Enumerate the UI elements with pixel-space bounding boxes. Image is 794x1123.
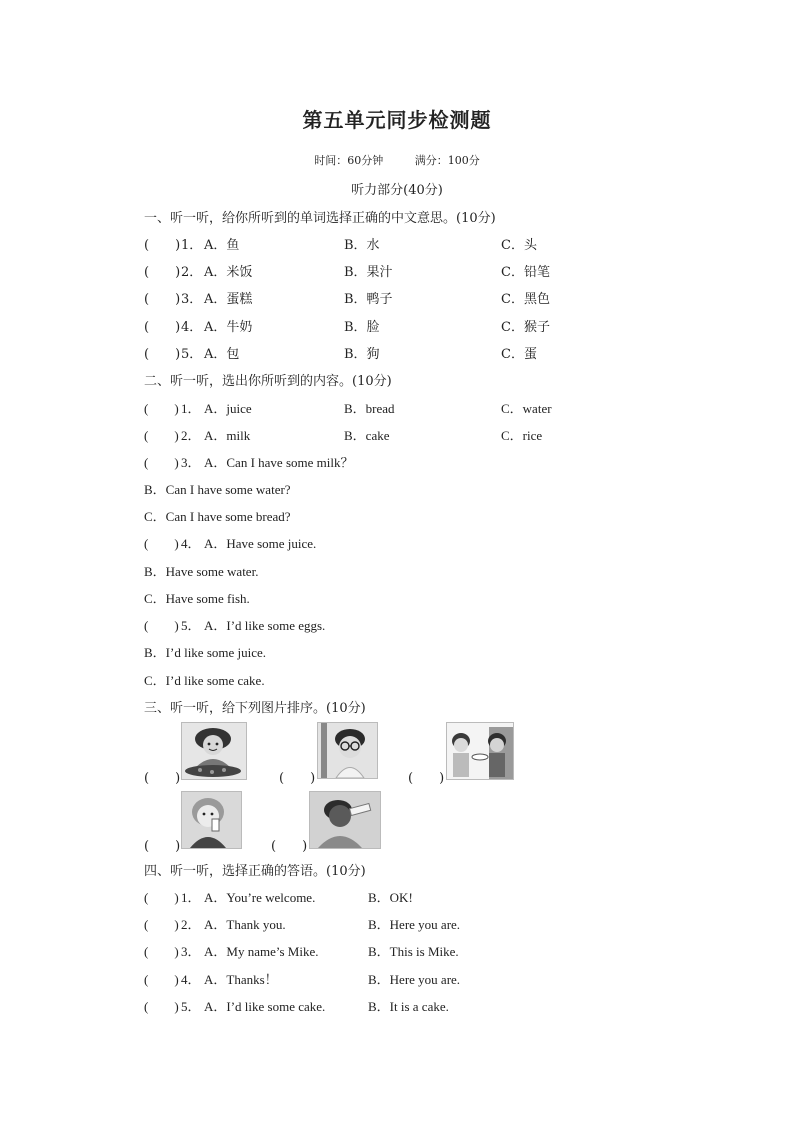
s2-question-4-option-b: B．Have some water. [144,564,259,579]
s2-question-1: ( ) 1． A．juice B．bread C．water [0,398,794,418]
s2-question-3: ( ) 3． A．Can I have some milk？ [0,452,794,472]
answer-blank[interactable]: ( ) [144,972,179,987]
answer-blank[interactable]: ( ) [144,839,181,854]
page-title: 第五单元同步检测题 [302,108,492,132]
s1-question-5: ( ) 5． A．包 B．狗 C．蛋 [0,343,794,363]
answer-blank[interactable]: ( ) [144,890,179,905]
s2-question-5-option-b: B．I’d like some juice. [144,645,267,660]
girl-with-pizza-picture [181,722,247,780]
answer-blank[interactable]: ( ) [144,536,179,551]
s4-question-5: ( ) 5． A．I’d like some cake. B．It is a cake. [0,996,794,1016]
s1-question-1: ( ) 1． A．鱼 B．水 C．头 [0,234,794,254]
s2-question-4-option-c: C．Have some fish. [144,591,250,606]
answer-blank[interactable]: ( ) [144,999,179,1014]
girl-drinking-picture [181,791,242,849]
s1-question-4: ( ) 4． A．牛奶 B．脸 C．猴子 [0,316,794,336]
answer-blank[interactable]: ( ) [279,771,316,786]
answer-blank[interactable]: ( ) [144,401,179,416]
answer-blank[interactable]: ( ) [144,347,181,362]
s2-question-4: ( ) 4． A．Have some juice. [0,533,794,553]
answer-blank[interactable]: ( ) [144,238,181,253]
answer-blank[interactable]: ( ) [144,265,181,280]
s4-question-3: ( ) 3． A．My name’s Mike. B．This is Mike. [0,941,794,961]
s4-question-2: ( ) 2． A．Thank you. B．Here you are. [0,914,794,934]
boy-with-glasses-picture [317,722,378,779]
s4-question-4: ( ) 4． A．Thanks！ B．Here you are. [0,969,794,989]
answer-blank[interactable]: ( ) [408,771,445,786]
s2-question-3-option-b: B．Can I have some water? [144,482,291,497]
answer-blank[interactable]: ( ) [271,839,308,854]
s1-question-3: ( ) 3． A．蛋糕 B．鸭子 C．黑色 [0,288,794,308]
section-1-heading: 一、听一听，给你所听到的单词选择正确的中文意思。(10分) [144,211,496,226]
s4-question-1: ( ) 1． A．You’re welcome. B．OK! [0,887,794,907]
boy-drinking-picture [309,791,381,849]
section-3-heading: 三、听一听，给下列图片排序。(10分) [144,701,366,716]
section-2-heading: 二、听一听，选出你所听到的内容。(10分) [144,374,392,389]
s2-question-5: ( ) 5． A．I’d like some eggs. [0,615,794,635]
two-children-picture [446,722,514,780]
answer-blank[interactable]: ( ) [144,944,179,959]
answer-blank[interactable]: ( ) [144,292,181,307]
s2-question-2: ( ) 2． A．milk B．cake C．rice [0,425,794,445]
s1-question-2: ( ) 2． A．米饭 B．果汁 C．铅笔 [0,261,794,281]
answer-blank[interactable]: ( ) [144,917,179,932]
answer-blank[interactable]: ( ) [144,771,181,786]
section-4-heading: 四、听一听，选择正确的答语。(10分) [144,864,366,879]
full-score: 满分：100分 [414,154,480,167]
exam-meta [0,152,794,168]
s2-question-5-option-c: C．I’d like some cake. [144,673,265,688]
part-heading: 听力部分(40分) [351,183,443,198]
answer-blank[interactable]: ( ) [144,428,179,443]
answer-blank[interactable]: ( ) [144,455,179,470]
s2-question-3-option-c: C．Can I have some bread? [144,509,291,524]
answer-blank[interactable]: ( ) [144,618,179,633]
answer-blank[interactable]: ( ) [144,320,181,335]
time-limit: 时间：60分钟 [314,154,384,167]
